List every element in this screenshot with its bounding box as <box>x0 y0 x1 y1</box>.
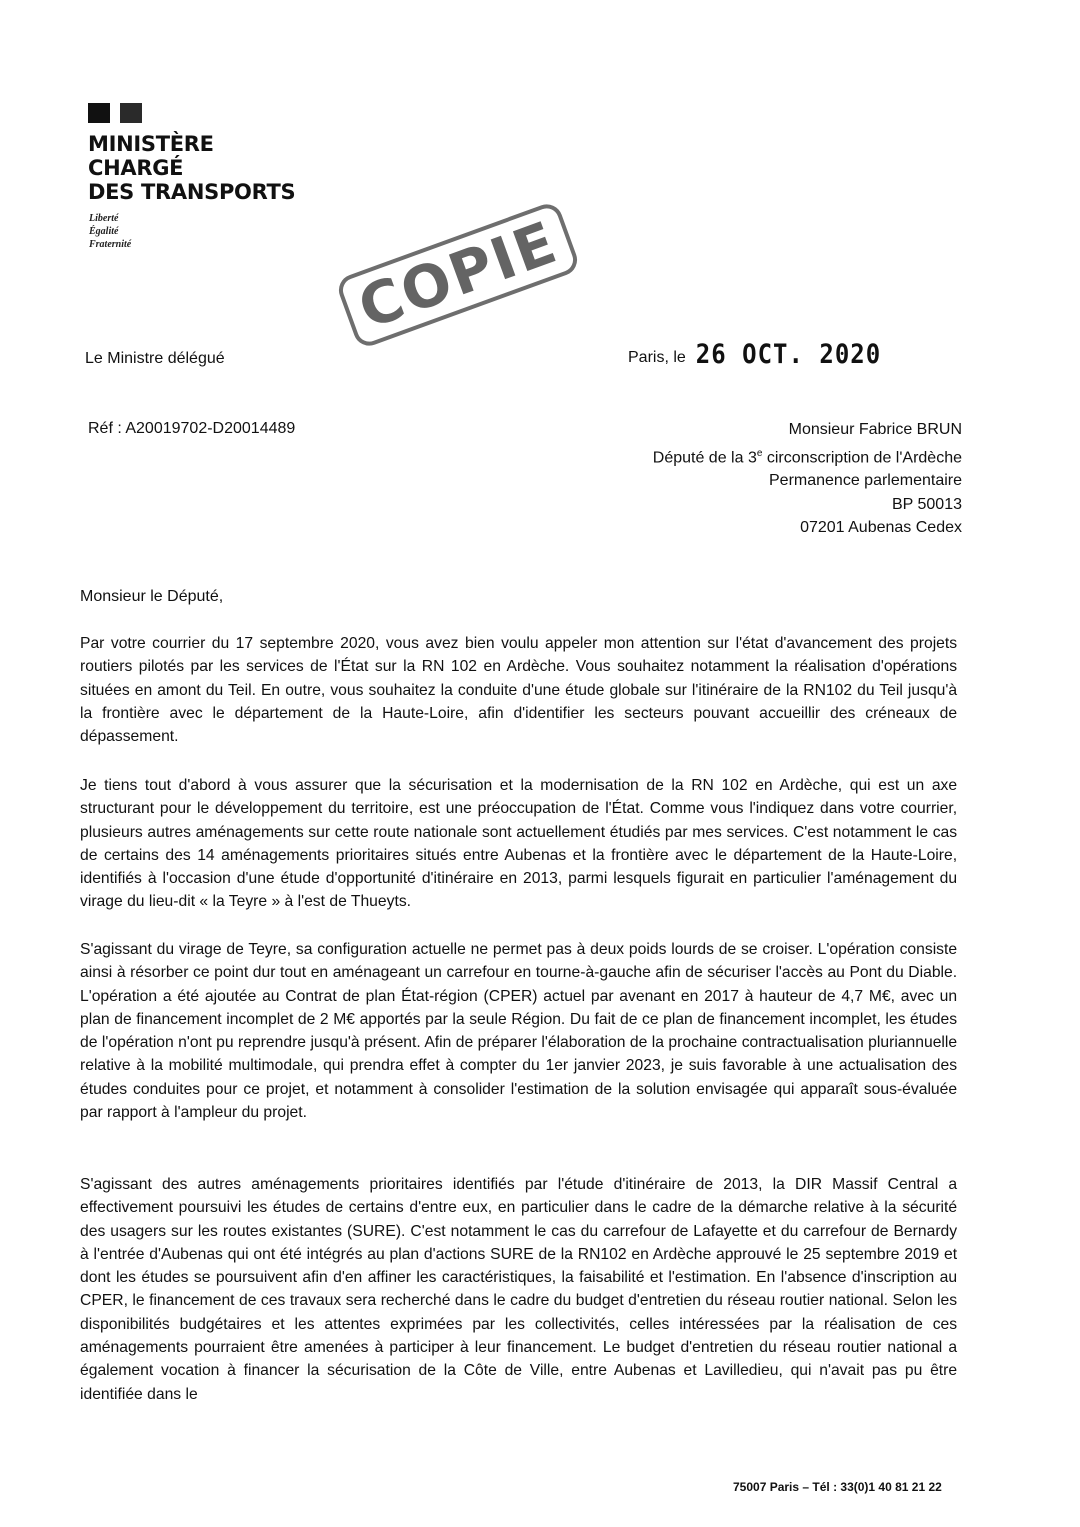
date-stamp: 26 OCT. 2020 <box>695 338 882 370</box>
logo-block-left <box>88 103 110 123</box>
recipient-city: 07201 Aubenas Cedex <box>800 519 962 537</box>
recipient-name: Monsieur Fabrice BRUN <box>788 421 962 438</box>
ministry-name <box>88 132 295 204</box>
body-paragraph: Par votre courrier du 17 septembre 2020, vous avez bien voulu appeler mon attention sur l'état d'avancement des projets routiers pilotés par les services de l'État sur la RN 102 en Ardèche. Vous souhaitez notamment la réalisation d'opérations situées en amont du Teil. En outre, vous souhaitez la conduite d'une étude globale sur l'itinéraire de la RN102 du Teil jusqu'à la frontière avec le département de la Haute-Loire, afin d'identifier les secteurs pouvant accueillir des créneaux de dépassement. <box>80 635 958 746</box>
recipient-address <box>653 418 962 540</box>
footer-address: 75007 Paris – Tél : 33(0)1 40 81 21 22 <box>733 1480 942 1494</box>
recipient-title <box>653 442 962 470</box>
title-text: circonscription de l'Ardèche <box>762 448 962 466</box>
logo-block-right <box>120 103 142 123</box>
ministry-line: MINISTÈRE <box>88 132 214 156</box>
date-prefix: Paris, le <box>628 349 686 366</box>
ministry-line: CHARGÉ <box>88 156 184 180</box>
motto-line: Liberté <box>89 213 119 224</box>
body-paragraph: S'agissant du virage de Teyre, sa configuration actuelle ne permet pas à deux poids lourds de se croiser. L'opération consiste ainsi à résorber ce point dur tout en aménageant un carrefour en tourne-à-gauche afin de sécuriser l'accès au Pont du Diable. L'opération a été ajoutée au Contrat de plan État-région (CPER) actuel par avenant en 2017 à hauteur de 4,7 M€, avec un plan de financement incomplet de 2 M€ apportés par la seule Région. Du fait de ce plan de financement incomplet, les études de l'opération n'ont pu reprendre jusqu'à présent. Afin de préparer l'élaboration de la prochaine contractualisation pluriannuelle relative à la mobilité multimodale, qui prendra effet à compter du 1er janvier 2023, je suis favorable à une actualisation des études conduites pour ce projet, et notamment à consolider l'estimation de la solution envisagée qui apparaît sous-évaluée par rapport à l'ampleur du projet. <box>80 941 958 1122</box>
republic-motto <box>89 212 131 251</box>
body-paragraph: Je tiens tout d'abord à vous assurer que la sécurisation et la modernisation de la RN 102 en Ardèche, qui est un axe structurant pour le développement du territoire, est une préoccupation de l'État. Comme vous l'indiquez dans votre courrier, plusieurs autres aménagements sur cette route nationale sont actuellement étudiés par mes services. C'est notamment le cas de certains des 14 aménagements prioritaires situés entre Aubenas et la frontière avec le département de la Haute-Loire, identifiés à l'occasion d'une étude d'opportunité d'itinéraire en 2013, parmi lesquels figurait en particulier l'aménagement du virage du lieu-dit « la Teyre » à l'est de Thueyts. <box>80 777 958 911</box>
body-paragraph: S'agissant des autres aménagements prioritaires identifiés par l'étude d'itinéraire de 2013, la DIR Massif Central a effectivement poursuivi les études de certains d'entre eux, en particulier dans le cadre de la démarche relative à la sécurité des usagers sur les routes existantes (SURE). C'est notamment le cas du carrefour de Lafayette et du carrefour de Bernardy à l'entrée d'Aubenas qui ont été intégrés au plan d'actions SURE de la RN102 en Ardèche approuvé le 25 septembre 2019 et dont les études se poursuivent afin d'en affiner les caractéristiques, la faisabilité et l'estimation. En l'absence d'inscription au CPER, le financement de ces travaux sera recherché dans le cadre du budget d'entretien du réseau routier national. Selon les disponibilités budgétaires et les attentes exprimées par les collectivités, celles intéressées par la réalisation de ces aménagements pourraient être amenées à participer à leur financement. Le budget d'entretien du réseau routier national a également vocation à financer la sécurisation de la Côte de Ville, entre Aubenas et Lavilledieu, qui n'avait pas pu être identifiée dans le <box>80 1176 958 1403</box>
copie-stamp: COPIE <box>334 200 581 350</box>
recipient-po-box: BP 50013 <box>892 495 962 513</box>
ministry-line: DES TRANSPORTS <box>88 180 296 204</box>
sender-title: Le Ministre délégué <box>85 350 225 367</box>
reference-number: Réf : A20019702-D20014489 <box>88 420 296 437</box>
motto-line: Fraternité <box>89 239 132 250</box>
motto-line: Égalité <box>89 226 119 237</box>
title-sup: e <box>756 447 763 459</box>
recipient-office: Permanence parlementaire <box>769 472 962 490</box>
title-text: Député de la 3 <box>652 448 757 466</box>
salutation: Monsieur le Député, <box>80 588 224 605</box>
letter-date <box>628 340 881 368</box>
marianne-logo <box>88 103 142 123</box>
